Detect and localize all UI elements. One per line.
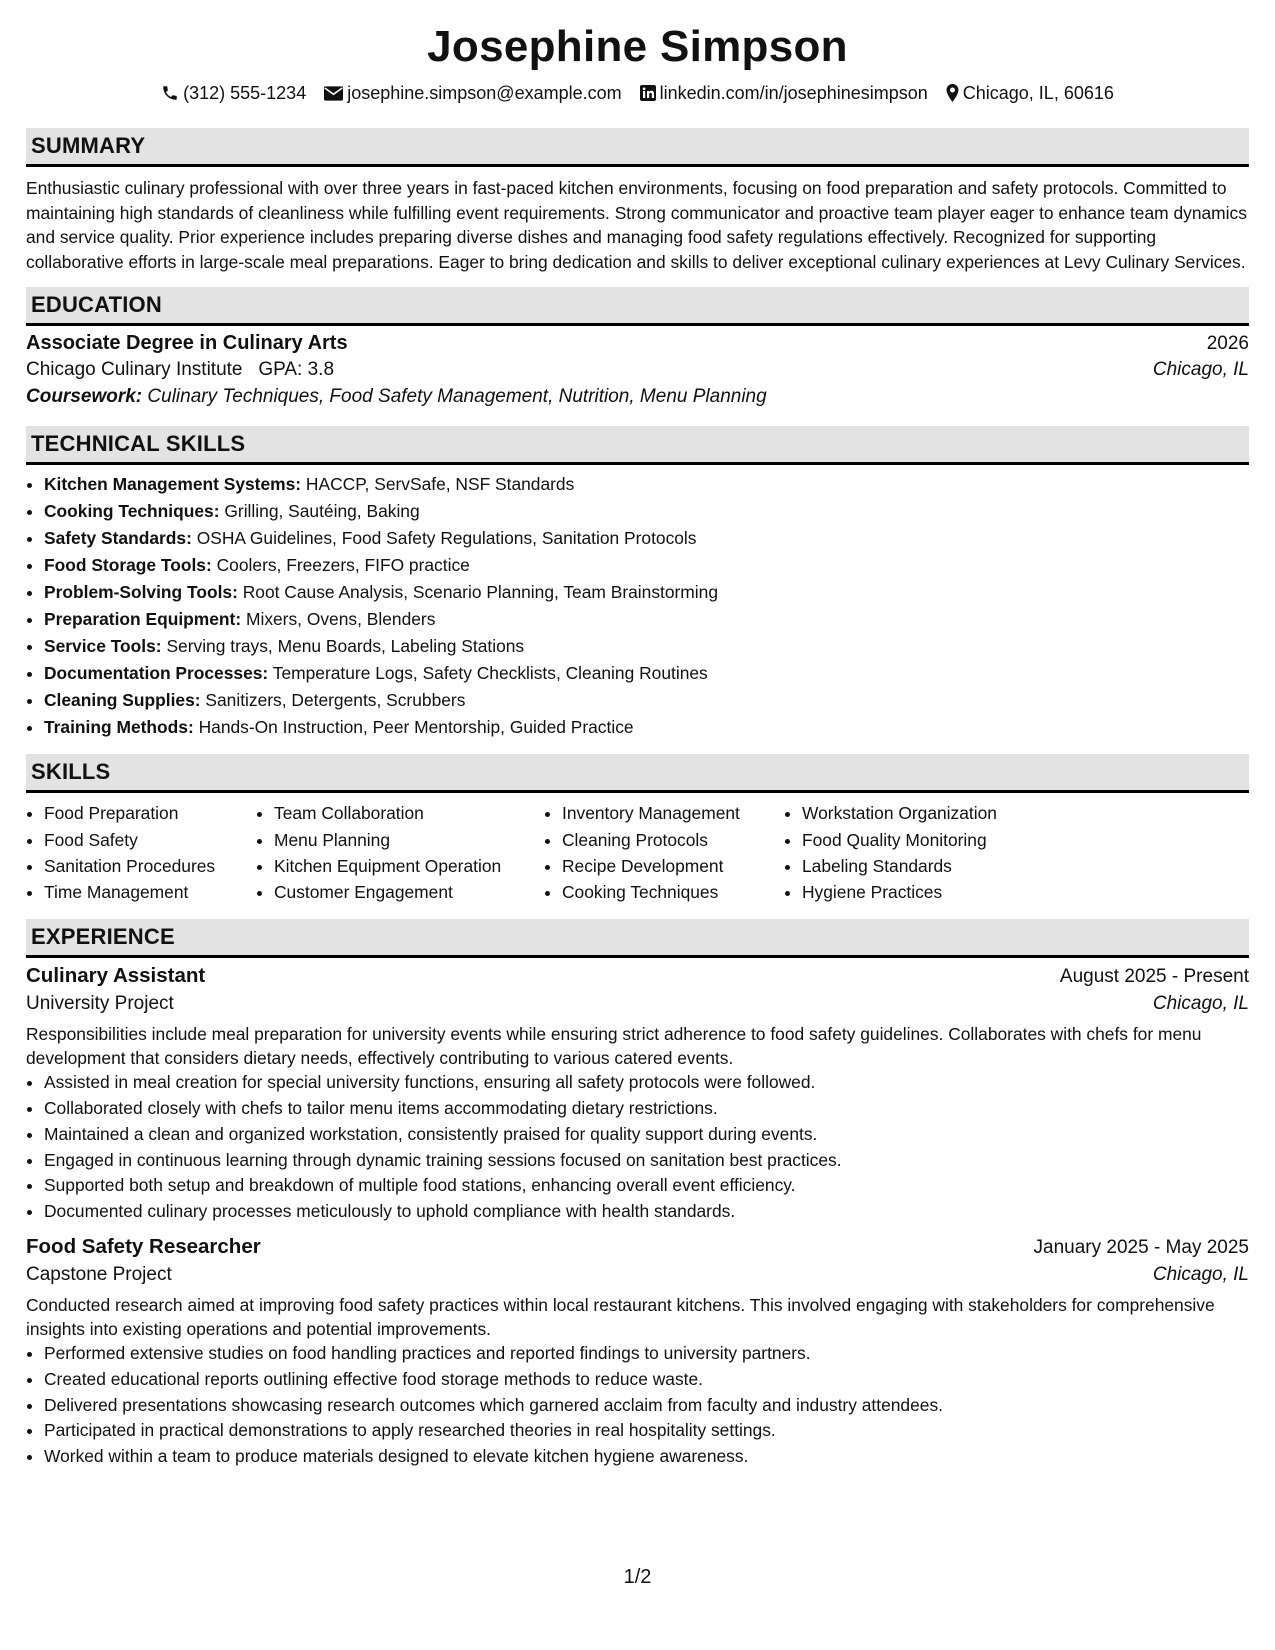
skill-values: HACCP, ServSafe, NSF Standards — [305, 474, 575, 495]
list-item — [44, 687, 1249, 714]
technical-skills-list — [26, 471, 1249, 740]
skill-category: Food Storage Tools: — [44, 555, 212, 576]
skill-category: Kitchen Management Systems: — [44, 474, 302, 495]
contact-email[interactable] — [324, 83, 621, 104]
job-title-row — [26, 964, 1249, 988]
skill-values: Grilling, Sautéing, Baking — [224, 501, 420, 522]
resume-page — [26, 0, 1249, 1650]
skill-category: Training Methods: — [44, 716, 194, 737]
graduation-year: 2026 — [1206, 333, 1249, 355]
skills-column-3 — [544, 800, 784, 905]
skill-values: Coolers, Freezers, FIFO practice — [216, 555, 470, 576]
list-item: • Food Safety — [44, 827, 256, 853]
list-item: • Cooking Techniques — [562, 879, 784, 905]
job-organization: Capstone Project — [26, 1264, 172, 1286]
skill-values: Mixers, Ovens, Blenders — [245, 608, 436, 629]
list-item — [44, 714, 1249, 741]
list-item: • Inventory Management — [562, 800, 784, 826]
job-title: Food Safety Researcher — [26, 1235, 261, 1259]
envelope-icon — [324, 86, 343, 101]
linkedin-icon — [640, 85, 656, 101]
institution-name: Chicago Culinary Institute — [26, 359, 243, 381]
map-pin-icon — [946, 84, 959, 102]
skills-columns — [26, 800, 1249, 905]
education-location: Chicago, IL — [1152, 359, 1249, 381]
email-text: josephine.simpson@example.com — [347, 82, 622, 103]
location-text: Chicago, IL, 60616 — [962, 82, 1114, 103]
degree-title: Associate Degree in Culinary Arts — [26, 332, 348, 355]
education-institution-row — [26, 359, 1249, 381]
list-item — [44, 660, 1249, 687]
skill-values: Temperature Logs, Safety Checklists, Cleaning Routines — [272, 662, 708, 683]
skill-category: Cooking Techniques: — [44, 501, 220, 522]
job-organization: University Project — [26, 993, 174, 1015]
coursework-line — [26, 386, 1249, 408]
job-bullets — [26, 1341, 1249, 1470]
list-item: • Sanitation Procedures — [44, 853, 256, 879]
list-item: • Performed extensive studies on food handling practices and reported findings to university partners. — [44, 1341, 1249, 1367]
job-title: Culinary Assistant — [26, 964, 206, 988]
candidate-name: Josephine Simpson — [427, 22, 848, 71]
list-item: • Collaborated closely with chefs to tailor menu items accommodating dietary restrictions. — [44, 1096, 1249, 1122]
list-item — [44, 606, 1249, 633]
skill-category: Preparation Equipment: — [44, 608, 242, 629]
list-item — [44, 525, 1249, 552]
contact-bar — [26, 80, 1249, 106]
education-heading: EDUCATION — [26, 287, 1249, 326]
skill-values: Sanitizers, Detergents, Scrubbers — [205, 689, 466, 710]
coursework-list: Culinary Techniques, Food Safety Management, Nutrition, Menu Planning — [147, 386, 767, 408]
page-number: 1/2 — [623, 1566, 652, 1588]
list-item: • Labeling Standards — [802, 853, 1062, 879]
list-item: • Workstation Organization — [802, 800, 1062, 826]
job-dates: January 2025 - May 2025 — [1033, 1237, 1249, 1259]
job-location: Chicago, IL — [1152, 1264, 1249, 1286]
job-description: Responsibilities include meal preparation for university events while ensuring strict adherence to food safety guidelines. Collaborates with chefs for menu development that considers dietary needs, effectively contributing to various catered events. — [26, 1024, 1202, 1069]
list-item: • Supported both setup and breakdown of multiple food stations, enhancing overall event efficiency. — [44, 1173, 1249, 1199]
summary-text: Enthusiastic culinary professional with over three years in fast-paced kitchen environments, focusing on food preparation and safety protocols. Committed to maintaining high standards of cleanliness while fulfilling event requirements. Strong communicator and proactive team player eager to enhance team dynamics and service quality. Prior experience includes preparing diverse dishes and managing food safety regulations effectively. Recognized for supporting collaborative efforts in large-scale meal preparations. Eager to bring dedication and skills to deliver exceptional culinary experiences at Levy Culinary Services. — [26, 178, 1247, 272]
skill-values: Serving trays, Menu Boards, Labeling Stations — [166, 635, 525, 656]
list-item — [44, 498, 1249, 525]
list-item: • Hygiene Practices — [802, 879, 1062, 905]
list-item: • Food Quality Monitoring — [802, 827, 1062, 853]
list-item: • Worked within a team to produce materials designed to elevate kitchen hygiene awareness. — [44, 1444, 1249, 1470]
skill-category: Problem-Solving Tools: — [44, 582, 238, 602]
job-description: Conducted research aimed at improving food safety practices within local restaurant kitchens. This involved engaging with stakeholders for comprehensive insights into existing operations and potential improvements. — [26, 1295, 1215, 1340]
list-item: • Documented culinary processes meticulously to uphold compliance with health standards. — [44, 1199, 1249, 1225]
skill-category: Safety Standards: — [44, 528, 192, 549]
job-dates: August 2025 - Present — [1059, 966, 1249, 988]
education-degree-row — [26, 332, 1249, 355]
list-item: • Recipe Development — [562, 853, 784, 879]
list-item — [44, 579, 1249, 606]
summary-heading: SUMMARY — [26, 128, 1249, 167]
job-org-row — [26, 993, 1249, 1015]
contact-phone[interactable] — [161, 83, 306, 104]
job-entry — [26, 964, 1249, 1225]
list-item: • Engaged in continuous learning through dynamic training sessions focused on sanitation best practices. — [44, 1148, 1249, 1174]
skills-heading: SKILLS — [26, 754, 1249, 793]
list-item: • Kitchen Equipment Operation — [274, 853, 544, 879]
job-org-row — [26, 1264, 1249, 1286]
list-item: • Maintained a clean and organized workstation, consistently praised for quality support during events. — [44, 1122, 1249, 1148]
phone-text: (312) 555-1234 — [183, 82, 307, 103]
technical-skills-heading: TECHNICAL SKILLS — [26, 426, 1249, 465]
list-item: • Delivered presentations showcasing research outcomes which garnered acclaim from faculty and industry attendees. — [44, 1393, 1249, 1419]
skill-category: Cleaning Supplies: — [44, 689, 201, 710]
coursework-label: Coursework: — [26, 386, 143, 408]
list-item: • Menu Planning — [274, 827, 544, 853]
job-entry — [26, 1235, 1249, 1470]
list-item: • Assisted in meal creation for special university functions, ensuring all safety protocols were followed. — [44, 1070, 1249, 1096]
contact-location — [946, 83, 1114, 104]
job-title-row — [26, 1235, 1249, 1259]
list-item: • Food Preparation — [44, 800, 256, 826]
list-item: • Participated in practical demonstrations to apply researched theories in real hospitality settings. — [44, 1418, 1249, 1444]
list-item: • Created educational reports outlining effective food storage methods to reduce waste. — [44, 1367, 1249, 1393]
contact-linkedin[interactable] — [640, 83, 928, 104]
phone-icon — [161, 84, 179, 102]
list-item: • Time Management — [44, 879, 256, 905]
linkedin-text: linkedin.com/in/josephinesimpson — [659, 82, 928, 103]
institution-line — [26, 359, 334, 381]
skill-category: Service Tools: — [44, 635, 162, 656]
skills-column-2 — [256, 800, 544, 905]
list-item: • Team Collaboration — [274, 800, 544, 826]
skill-values: Hands-On Instruction, Peer Mentorship, Guided Practice — [198, 716, 634, 737]
list-item — [44, 552, 1249, 579]
skill-values: OSHA Guidelines, Food Safety Regulations, Sanitation Protocols — [196, 528, 697, 549]
list-item: • Customer Engagement — [274, 879, 544, 905]
job-location: Chicago, IL — [1152, 993, 1249, 1015]
job-bullets — [26, 1070, 1249, 1225]
list-item — [44, 633, 1249, 660]
skill-values: Root Cause Analysis, Scenario Planning, Team Brainstorming — [242, 582, 719, 602]
list-item: • Cleaning Protocols — [562, 827, 784, 853]
skill-category: Documentation Processes: — [44, 662, 269, 683]
list-item — [44, 471, 1249, 498]
gpa: GPA: 3.8 — [258, 359, 335, 381]
skills-column-4 — [784, 800, 1062, 905]
skills-column-1 — [26, 800, 256, 905]
experience-heading: EXPERIENCE — [26, 919, 1249, 958]
